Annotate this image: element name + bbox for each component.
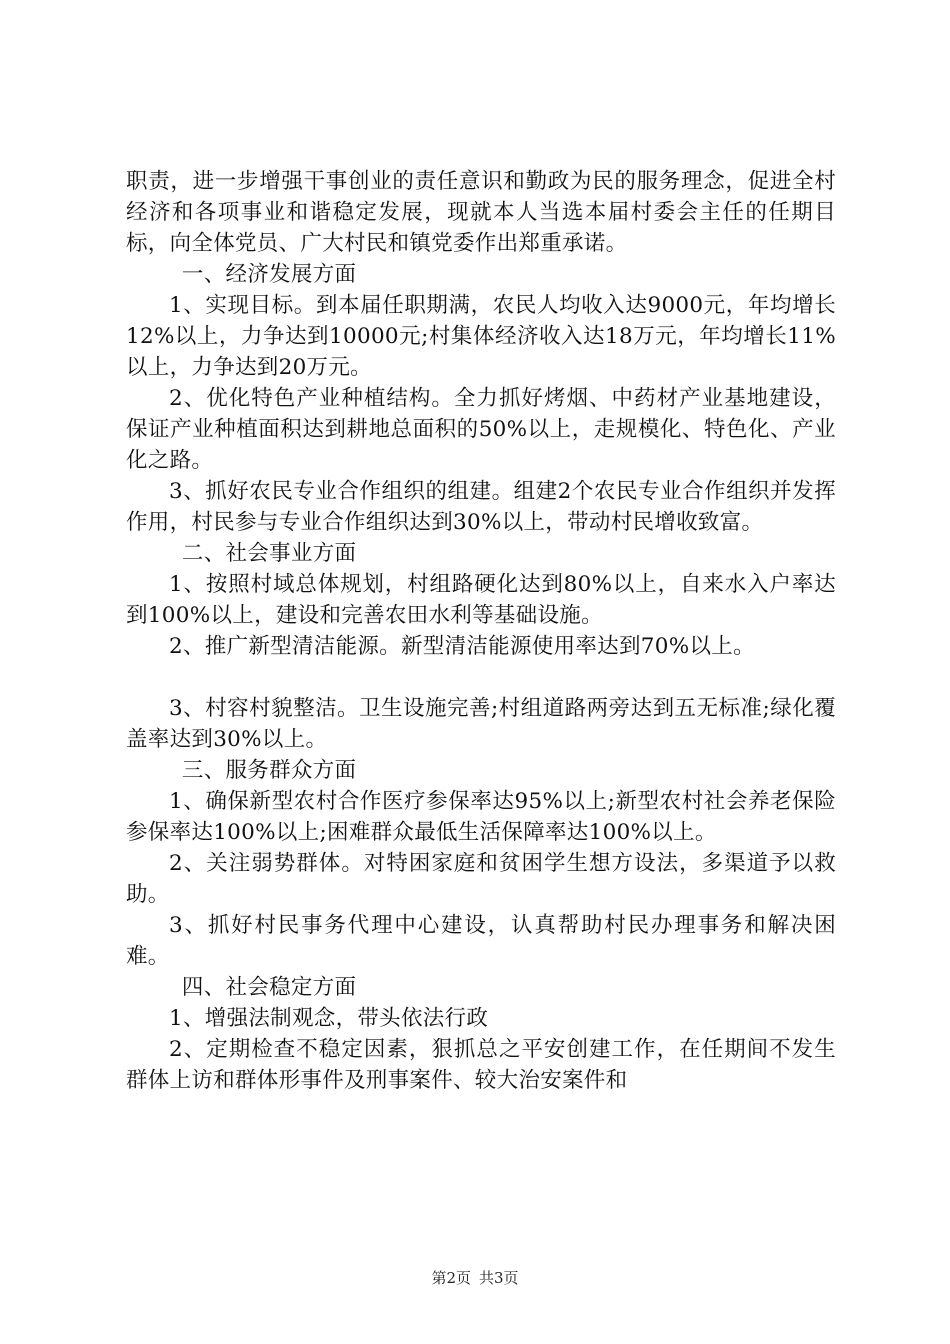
page-total: 共3页 (479, 1269, 519, 1287)
paragraph-social-2: 2、推广新型清洁能源。新型清洁能源使用率达到70%以上。 (169, 634, 755, 659)
paragraph-service-3: 3、抓好村民事务代理中心建设，认真帮助村民办理事务和解决困难。 (126, 913, 836, 969)
paragraph-social-1: 1、按照村域总体规划，村组路硬化达到80%以上，自来水入户率达到100%以上，建设和完善农田水利等基础设施。 (126, 572, 836, 628)
paragraph-service-1: 1、确保新型农村合作医疗参保率达95%以上;新型农村社会养老保险参保率达100%以上;困难群众最低生活保障率达100%以上。 (126, 789, 836, 845)
paragraph-stability-2: 2、定期检查不稳定因素，狠抓总之平安创建工作，在任期间不发生群体上访和群体形事件及刑事案件、较大治安案件和 (126, 1037, 836, 1093)
page-number: 第2页 (431, 1269, 471, 1287)
paragraph-gap (126, 662, 836, 693)
page-footer (0, 1268, 950, 1288)
paragraph-economy-2: 2、优化特色产业种植结构。全力抓好烤烟、中药材产业基地建设，保证产业种植面积达到耕地总面积的50%以上，走规模化、特色化、产业化之路。 (126, 386, 836, 473)
section-heading-service: 三、服务群众方面 (181, 758, 357, 783)
paragraph-social-3: 3、村容村貌整洁。卫生设施完善;村组道路两旁达到五无标准;绿化覆盖率达到30%以上。 (126, 696, 836, 752)
document-body (126, 166, 836, 1096)
paragraph-stability-1: 1、增强法制观念，带头依法行政 (169, 1006, 489, 1031)
section-heading-economy: 一、经济发展方面 (181, 262, 357, 287)
section-heading-social: 二、社会事业方面 (181, 541, 357, 566)
paragraph-economy-3: 3、抓好农民专业合作组织的组建。组建2个农民专业合作组织并发挥作用，村民参与专业合作组织达到30%以上，带动村民增收致富。 (126, 479, 836, 535)
paragraph-service-2: 2、关注弱势群体。对特困家庭和贫困学生想方设法，多渠道予以救助。 (126, 851, 836, 907)
paragraph-economy-1: 1、实现目标。到本届任职期满，农民人均收入达9000元，年均增长12%以上，力争达到10000元;村集体经济收入达18万元，年均增长11%以上，力争达到20万元。 (126, 293, 836, 380)
paragraph-intro: 职责，进一步增强干事创业的责任意识和勤政为民的服务理念，促进全村经济和各项事业和谐稳定发展，现就本人当选本届村委会主任的任期目标，向全体党员、广大村民和镇党委作出郑重承诺。 (126, 169, 836, 256)
section-heading-stability: 四、社会稳定方面 (181, 975, 357, 1000)
